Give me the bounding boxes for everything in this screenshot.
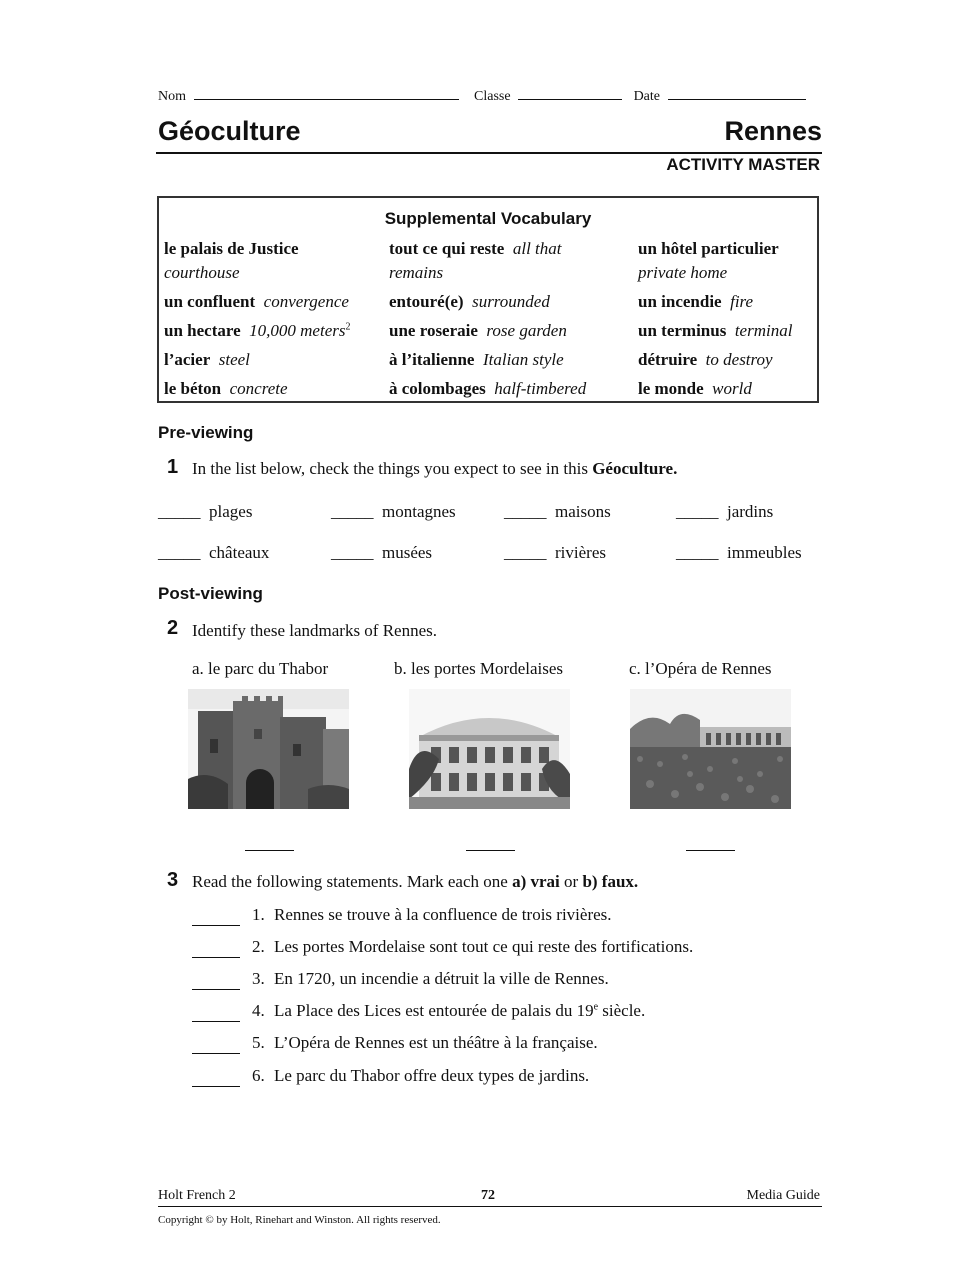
statement-blank[interactable] <box>192 1033 240 1054</box>
statement-text: Le parc du Thabor offre deux types de jardins. <box>274 1066 590 1085</box>
class-field[interactable] <box>518 88 622 100</box>
vocab-gloss: courthouse <box>164 263 240 282</box>
statement-row <box>192 1033 598 1054</box>
statement-blank[interactable] <box>192 969 240 990</box>
statement-text: En 1720, un incendie a détruit la ville de Rennes. <box>274 969 609 988</box>
page-number: 72 <box>481 1188 495 1203</box>
statement-row <box>192 905 612 926</box>
question-3-text: Read the following statements. Mark each one <box>192 872 508 891</box>
check-blank[interactable]: _____ <box>331 543 374 562</box>
landmark-label-c: c. l’Opéra de Rennes <box>629 659 772 678</box>
statement-number: 3. <box>252 969 265 988</box>
statement-text: Rennes se trouve à la confluence de trois rivières. <box>274 905 612 924</box>
vocab-term: un incendie <box>638 292 722 311</box>
vocab-cell <box>164 319 350 343</box>
option-label: rivières <box>555 543 606 562</box>
statement-number: 6. <box>252 1066 265 1085</box>
statement-blank[interactable] <box>192 905 240 926</box>
vocab-gloss: world <box>712 379 752 398</box>
vocab-term: à colombages <box>389 379 486 398</box>
vocab-term: un hôtel particulier <box>638 239 779 258</box>
statement-row <box>192 1066 589 1087</box>
landmark-label-b: b. les portes Mordelaises <box>394 659 564 678</box>
option-label: musées <box>382 543 433 562</box>
question-1-bold: Géoculture. <box>592 459 678 478</box>
checklist-option[interactable] <box>158 502 252 522</box>
check-blank[interactable]: _____ <box>504 543 547 562</box>
vocab-gloss: all that <box>512 239 562 258</box>
question-3-prompt <box>192 872 638 892</box>
vocab-cell <box>164 290 349 314</box>
check-blank[interactable]: _____ <box>504 502 547 521</box>
postviewing-heading: Post-viewing <box>158 584 263 603</box>
vocabulary-title: Supplemental Vocabulary <box>384 209 592 228</box>
vocab-gloss: rose garden <box>486 321 567 340</box>
previewing-heading: Pre-viewing <box>158 423 254 442</box>
statement-text: La Place des Lices est entourée de palais du 19 <box>274 1001 594 1020</box>
class-label: Classe <box>474 89 511 104</box>
name-label: Nom <box>158 89 186 104</box>
vocab-cell <box>164 348 250 372</box>
page-title: Géoculture <box>158 116 301 146</box>
option-label: plages <box>209 502 253 521</box>
footer-guide-title: Media Guide <box>746 1188 820 1203</box>
vocab-term: à l’italienne <box>389 350 475 369</box>
page-topic: Rennes <box>724 116 822 146</box>
vocab-gloss: private home <box>638 263 728 282</box>
vocab-gloss: terminal <box>734 321 793 340</box>
vocab-gloss: convergence <box>263 292 349 311</box>
check-blank[interactable]: _____ <box>676 502 719 521</box>
landmark-label-a: a. le parc du Thabor <box>192 659 329 678</box>
date-label: Date <box>633 89 660 104</box>
student-info-line <box>158 88 820 105</box>
vocab-term: un terminus <box>638 321 727 340</box>
statement-blank[interactable] <box>192 1066 240 1087</box>
vocab-cell <box>389 348 564 372</box>
checklist-option[interactable] <box>504 502 611 522</box>
vocab-term: une roseraie <box>389 321 478 340</box>
vocab-gloss: 10,000 meters <box>249 321 346 340</box>
vocab-term: l’acier <box>164 350 211 369</box>
statement-row <box>192 969 609 990</box>
option-label: jardins <box>727 502 774 521</box>
check-blank[interactable]: _____ <box>158 543 201 562</box>
question-1-number: 1 <box>167 456 179 478</box>
vocab-term: le monde <box>638 379 704 398</box>
landmark-photo-park <box>630 689 791 809</box>
vocab-gloss: steel <box>218 350 250 369</box>
vocab-cell <box>638 377 752 401</box>
footer-divider <box>158 1206 822 1207</box>
statement-number: 4. <box>252 1001 265 1020</box>
option-label: montagnes <box>382 502 456 521</box>
answer-blank-a[interactable] <box>245 849 294 851</box>
landmark-photo-building <box>409 689 570 809</box>
check-blank[interactable]: _____ <box>676 543 719 562</box>
question-1-text: In the list below, check the things you expect to see in this <box>192 459 588 478</box>
option-label: immeubles <box>727 543 802 562</box>
vocabulary-box <box>157 196 819 403</box>
question-3-number: 3 <box>167 869 179 891</box>
page-subtitle: ACTIVITY MASTER <box>666 155 820 174</box>
vocab-cell <box>389 319 567 343</box>
vocab-term: un confluent <box>164 292 256 311</box>
question-2-number: 2 <box>167 617 179 639</box>
vocab-gloss: remains <box>389 263 444 282</box>
checklist-option[interactable] <box>676 502 773 522</box>
vocab-gloss: concrete <box>229 379 288 398</box>
statement-number: 1. <box>252 905 265 924</box>
statement-text-end: siècle. <box>598 1001 646 1020</box>
vocab-term: le palais de Justice <box>164 239 299 258</box>
vocab-cell <box>638 319 792 343</box>
option-label: châteaux <box>209 543 270 562</box>
vocab-cell <box>164 377 288 401</box>
statement-number: 5. <box>252 1033 265 1052</box>
statement-blank[interactable] <box>192 937 240 958</box>
statement-superscript: e <box>593 1001 599 1013</box>
landmark-photo-gate <box>188 689 349 809</box>
vocab-term: le béton <box>164 379 222 398</box>
check-blank[interactable]: _____ <box>331 502 374 521</box>
vocab-gloss: half-timbered <box>494 379 587 398</box>
answer-option-faux: b) faux. <box>582 872 639 891</box>
vocab-gloss: surrounded <box>472 292 550 311</box>
checklist-option[interactable] <box>331 543 432 563</box>
vocab-superscript: 2 <box>345 321 351 333</box>
vocab-cell <box>638 348 773 372</box>
checklist-option[interactable] <box>676 543 802 563</box>
answer-option-vrai: a) vrai <box>512 872 560 891</box>
date-field[interactable] <box>668 88 806 100</box>
question-2-text: Identify these landmarks of Rennes. <box>192 621 438 640</box>
checklist-option[interactable] <box>504 543 606 563</box>
vocab-cell <box>389 237 562 285</box>
title-bar <box>156 116 822 154</box>
footer-book-title: Holt French 2 <box>158 1188 236 1203</box>
name-field[interactable] <box>194 88 459 100</box>
vocab-term: entouré(e) <box>389 292 464 311</box>
check-blank[interactable]: _____ <box>158 502 201 521</box>
vocab-term: tout ce qui reste <box>389 239 505 258</box>
checklist-option[interactable] <box>331 502 456 522</box>
statement-number: 2. <box>252 937 265 956</box>
statement-blank[interactable] <box>192 1001 240 1022</box>
vocab-cell <box>389 377 586 401</box>
vocab-term: détruire <box>638 350 698 369</box>
statement-row <box>192 1001 645 1022</box>
answer-blank-c[interactable] <box>686 849 735 851</box>
vocab-cell <box>638 290 753 314</box>
answer-blank-b[interactable] <box>466 849 515 851</box>
vocab-cell <box>389 290 550 314</box>
statement-text: Les portes Mordelaise sont tout ce qui reste des fortifications. <box>274 937 694 956</box>
vocab-cell <box>164 237 299 285</box>
option-label: maisons <box>555 502 611 521</box>
statement-text: L’Opéra de Rennes est un théâtre à la française. <box>274 1033 598 1052</box>
question-1-prompt <box>192 459 677 479</box>
statement-row <box>192 937 693 958</box>
vocab-cell <box>638 237 779 285</box>
copyright-notice: Copyright © by Holt, Rinehart and Winston. All rights reserved. <box>158 1214 441 1226</box>
vocab-gloss: Italian style <box>482 350 564 369</box>
vocab-gloss: to destroy <box>705 350 773 369</box>
vocab-term: un hectare <box>164 321 241 340</box>
checklist-option[interactable] <box>158 543 269 563</box>
or-text: or <box>564 872 579 891</box>
vocab-gloss: fire <box>730 292 754 311</box>
